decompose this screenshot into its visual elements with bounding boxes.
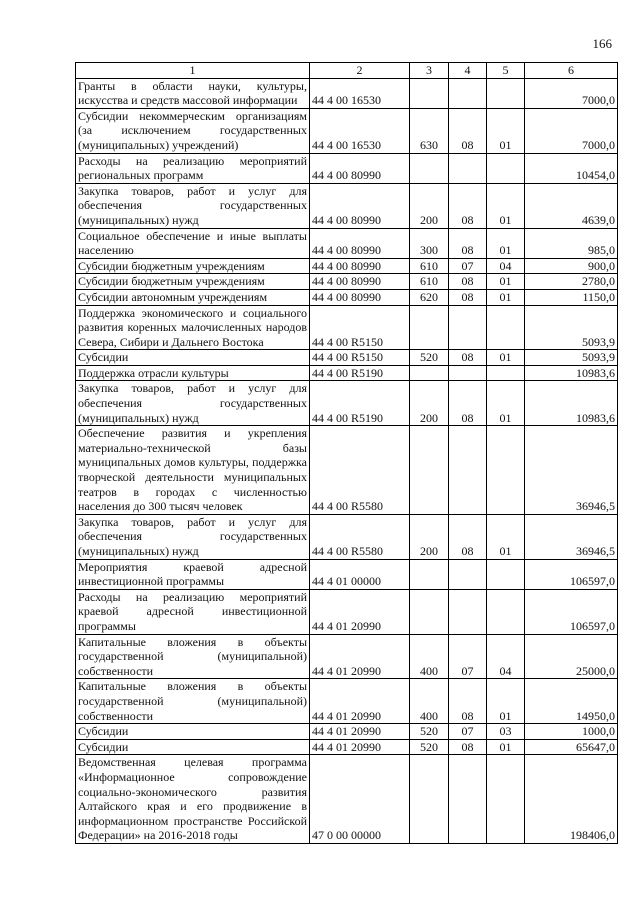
row-expense-type [410,559,449,589]
row-target-code: 44 4 00 80990 [310,183,410,228]
row-name: Поддержка экономического и социального развития коренных малочисленных народов Севера, Сибири и Дальнего Востока [76,305,310,350]
table-row [76,108,618,153]
table-row [76,78,618,108]
row-amount: 10983,6 [525,381,618,426]
row-subsection: 03 [487,724,525,740]
row-target-code: 44 4 00 80990 [310,274,410,290]
table-row [76,274,618,290]
column-header-6: 6 [525,63,618,79]
row-section [449,426,487,515]
table-row [76,183,618,228]
row-expense-type [410,153,449,183]
row-amount: 985,0 [525,228,618,258]
row-name: Мероприятия краевой адресной инвестиционной программы [76,559,310,589]
table-row [76,679,618,724]
row-name: Расходы на реализацию мероприятий краевой адресной инвестиционной программы [76,589,310,634]
column-header-3: 3 [410,63,449,79]
row-expense-type: 520 [410,350,449,366]
row-target-code: 47 0 00 00000 [310,755,410,844]
row-target-code: 44 4 01 00000 [310,559,410,589]
row-section: 08 [449,679,487,724]
table-row [76,755,618,844]
row-subsection [487,365,525,381]
row-amount: 198406,0 [525,755,618,844]
row-section [449,559,487,589]
row-expense-type: 620 [410,289,449,305]
row-target-code: 44 4 01 20990 [310,724,410,740]
row-expense-type: 200 [410,381,449,426]
row-subsection: 01 [487,228,525,258]
row-target-code: 44 4 01 20990 [310,589,410,634]
row-name: Обеспечение развития и укрепления материально-технической базы муниципальных домов культуры, поддержка творческой деятельности муниципальных театров в городах с численностью населения до 300 тысяч человек [76,426,310,515]
row-expense-type: 520 [410,739,449,755]
row-name: Субсидии [76,350,310,366]
row-amount: 36946,5 [525,426,618,515]
row-expense-type: 630 [410,108,449,153]
row-expense-type: 200 [410,183,449,228]
row-amount: 5093,9 [525,350,618,366]
row-name: Поддержка отрасли культуры [76,365,310,381]
row-amount: 1000,0 [525,724,618,740]
row-amount: 10454,0 [525,153,618,183]
row-section: 08 [449,183,487,228]
row-name: Субсидии некоммерческим организациям (за исключением государственных (муниципальных) учреждений) [76,108,310,153]
row-section: 08 [449,514,487,559]
row-target-code: 44 4 00 R5580 [310,426,410,515]
row-amount: 5093,9 [525,305,618,350]
row-name: Капитальные вложения в объекты государственной (муниципальной) собственности [76,634,310,679]
row-subsection: 01 [487,183,525,228]
row-target-code: 44 4 00 R5150 [310,350,410,366]
row-subsection [487,589,525,634]
row-section: 07 [449,724,487,740]
row-target-code: 44 4 01 20990 [310,634,410,679]
row-subsection: 04 [487,634,525,679]
row-subsection [487,305,525,350]
row-expense-type: 610 [410,258,449,274]
row-subsection [487,755,525,844]
row-amount: 900,0 [525,258,618,274]
row-expense-type: 610 [410,274,449,290]
row-section [449,755,487,844]
row-subsection: 01 [487,514,525,559]
row-subsection: 01 [487,289,525,305]
row-amount: 7000,0 [525,78,618,108]
row-expense-type [410,305,449,350]
row-section: 07 [449,258,487,274]
row-name: Субсидии автономным учреждениям [76,289,310,305]
row-subsection [487,153,525,183]
row-expense-type: 400 [410,634,449,679]
row-expense-type: 300 [410,228,449,258]
table-row [76,739,618,755]
row-target-code: 44 4 00 R5190 [310,365,410,381]
row-name: Закупка товаров, работ и услуг для обеспечения государственных (муниципальных) нужд [76,381,310,426]
row-amount: 36946,5 [525,514,618,559]
row-subsection [487,426,525,515]
table-row [76,724,618,740]
table-row [76,426,618,515]
row-subsection: 04 [487,258,525,274]
row-amount: 4639,0 [525,183,618,228]
row-amount: 106597,0 [525,589,618,634]
row-expense-type [410,365,449,381]
table-body [76,78,618,843]
table-row [76,514,618,559]
row-name: Расходы на реализацию мероприятий региональных программ [76,153,310,183]
row-target-code: 44 4 00 16530 [310,78,410,108]
column-header-2: 2 [310,63,410,79]
table-row [76,258,618,274]
row-name: Гранты в области науки, культуры, искусства и средств массовой информации [76,78,310,108]
row-section: 08 [449,739,487,755]
row-amount: 10983,6 [525,365,618,381]
column-header-1: 1 [76,63,310,79]
row-target-code: 44 4 00 80990 [310,289,410,305]
row-name: Ведомственная целевая программа «Информационное сопровождение социально-экономического развития Алтайского края и его продвижение в информационном пространстве Российской Федерации» на 2016-2018 годы [76,755,310,844]
row-amount: 2780,0 [525,274,618,290]
row-target-code: 44 4 01 20990 [310,739,410,755]
row-section: 08 [449,289,487,305]
row-subsection: 01 [487,350,525,366]
row-name: Закупка товаров, работ и услуг для обеспечения государственных (муниципальных) нужд [76,183,310,228]
row-target-code: 44 4 00 80990 [310,153,410,183]
row-section: 08 [449,381,487,426]
row-target-code: 44 4 00 80990 [310,258,410,274]
row-expense-type [410,589,449,634]
row-amount: 1150,0 [525,289,618,305]
row-section: 08 [449,350,487,366]
row-section [449,78,487,108]
row-subsection [487,78,525,108]
row-subsection: 01 [487,274,525,290]
table-row [76,365,618,381]
row-subsection [487,559,525,589]
row-target-code: 44 4 00 80990 [310,228,410,258]
row-amount: 106597,0 [525,559,618,589]
header-row [76,63,618,79]
row-subsection: 01 [487,739,525,755]
row-section [449,153,487,183]
budget-table [75,62,618,844]
row-section: 08 [449,108,487,153]
row-target-code: 44 4 01 20990 [310,679,410,724]
row-section [449,365,487,381]
row-section [449,589,487,634]
row-target-code: 44 4 00 R5190 [310,381,410,426]
row-expense-type [410,755,449,844]
row-target-code: 44 4 00 R5150 [310,305,410,350]
row-name: Закупка товаров, работ и услуг для обеспечения государственных (муниципальных) нужд [76,514,310,559]
row-subsection: 01 [487,381,525,426]
page-number: 166 [592,36,612,51]
table-row [76,350,618,366]
row-name: Субсидии бюджетным учреждениям [76,274,310,290]
row-section: 08 [449,274,487,290]
row-amount: 65647,0 [525,739,618,755]
table-row [76,153,618,183]
row-amount: 14950,0 [525,679,618,724]
row-name: Субсидии [76,724,310,740]
row-amount: 7000,0 [525,108,618,153]
table-row [76,289,618,305]
table-row [76,228,618,258]
row-name: Капитальные вложения в объекты государственной (муниципальной) собственности [76,679,310,724]
row-section [449,305,487,350]
table-row [76,589,618,634]
row-target-code: 44 4 00 16530 [310,108,410,153]
row-expense-type [410,426,449,515]
row-expense-type: 520 [410,724,449,740]
row-subsection: 01 [487,108,525,153]
row-name: Субсидии бюджетным учреждениям [76,258,310,274]
row-name: Субсидии [76,739,310,755]
row-target-code: 44 4 00 R5580 [310,514,410,559]
table-row [76,381,618,426]
row-section: 07 [449,634,487,679]
row-name: Социальное обеспечение и иные выплаты населению [76,228,310,258]
table-row [76,305,618,350]
row-expense-type: 200 [410,514,449,559]
column-header-4: 4 [449,63,487,79]
column-header-5: 5 [487,63,525,79]
row-expense-type [410,78,449,108]
row-expense-type: 400 [410,679,449,724]
table-row [76,559,618,589]
row-subsection: 01 [487,679,525,724]
table-row [76,634,618,679]
row-amount: 25000,0 [525,634,618,679]
table-header [76,63,618,79]
row-section: 08 [449,228,487,258]
